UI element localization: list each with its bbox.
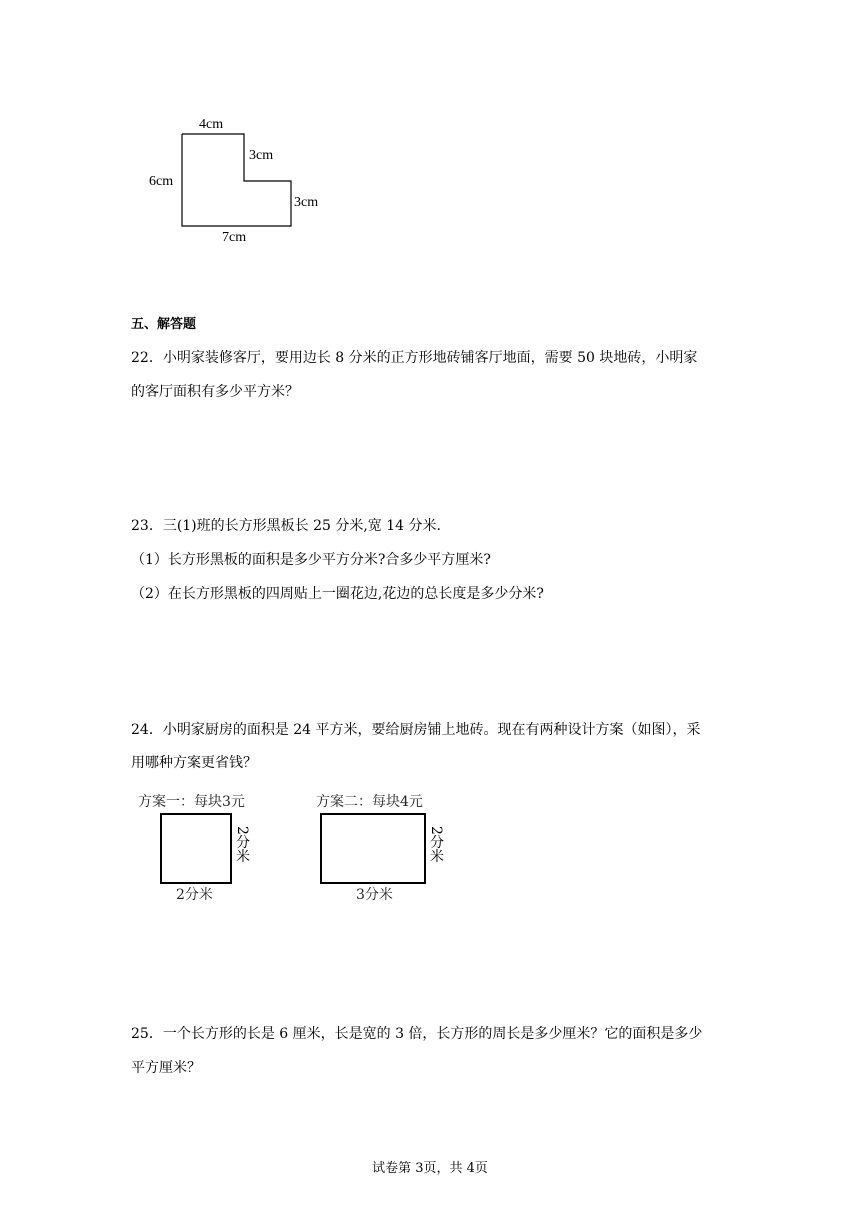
q23-line1: 23．三(1)班的长方形黑板长 25 分米,宽 14 分米. [131,518,441,534]
q23-part2: （2）在长方形黑板的四周贴上一圈花边,花边的总长度是多少分米? [131,586,544,602]
section-title: 五、解答题 [131,317,197,332]
label-step-3cm: 3cm [249,148,274,163]
plan2-side-label: 2分米 [428,826,444,863]
plan1-bottom-label: 2分米 [176,887,213,903]
plan1-side-label: 2分米 [234,826,250,863]
label-right-3cm: 3cm [294,195,319,210]
label-bottom-7cm: 7cm [222,230,247,245]
q22-line1: 22．小明家装修客厅，要用边长 8 分米的正方形地砖铺客厅地面，需要 50 块地砖，小明家 [131,350,698,366]
q22-line2: 的客厅面积有多少平方米？ [131,384,299,400]
q25-line2: 平方厘米？ [131,1060,201,1076]
plan2-bottom-label: 3分米 [356,887,393,903]
l-shape-outline [182,134,291,226]
plan1-tile-square [160,813,232,884]
plan2-tile-rectangle [320,813,426,884]
q24-line2: 用哪种方案更省钱？ [131,755,257,771]
plan1-title: 方案一：每块3元 [138,794,245,810]
plan2-title: 方案二：每块4元 [316,794,423,810]
page-footer: 试卷第 3页，共 4页 [372,1161,488,1176]
q23-part1: （1）长方形黑板的面积是多少平方分米?合多少平方厘米? [131,552,491,568]
q24-line1: 24．小明家厨房的面积是 24 平方米，要给厨房铺上地砖。现在有两种设计方案（如图），采 [131,722,701,738]
label-top-4cm: 4cm [199,117,224,132]
l-shape-figure [0,0,860,260]
label-left-6cm: 6cm [149,174,174,189]
q25-line1: 25．一个长方形的长是 6 厘米，长是宽的 3 倍，长方形的周长是多少厘米？它的面积是多少 [131,1026,703,1042]
